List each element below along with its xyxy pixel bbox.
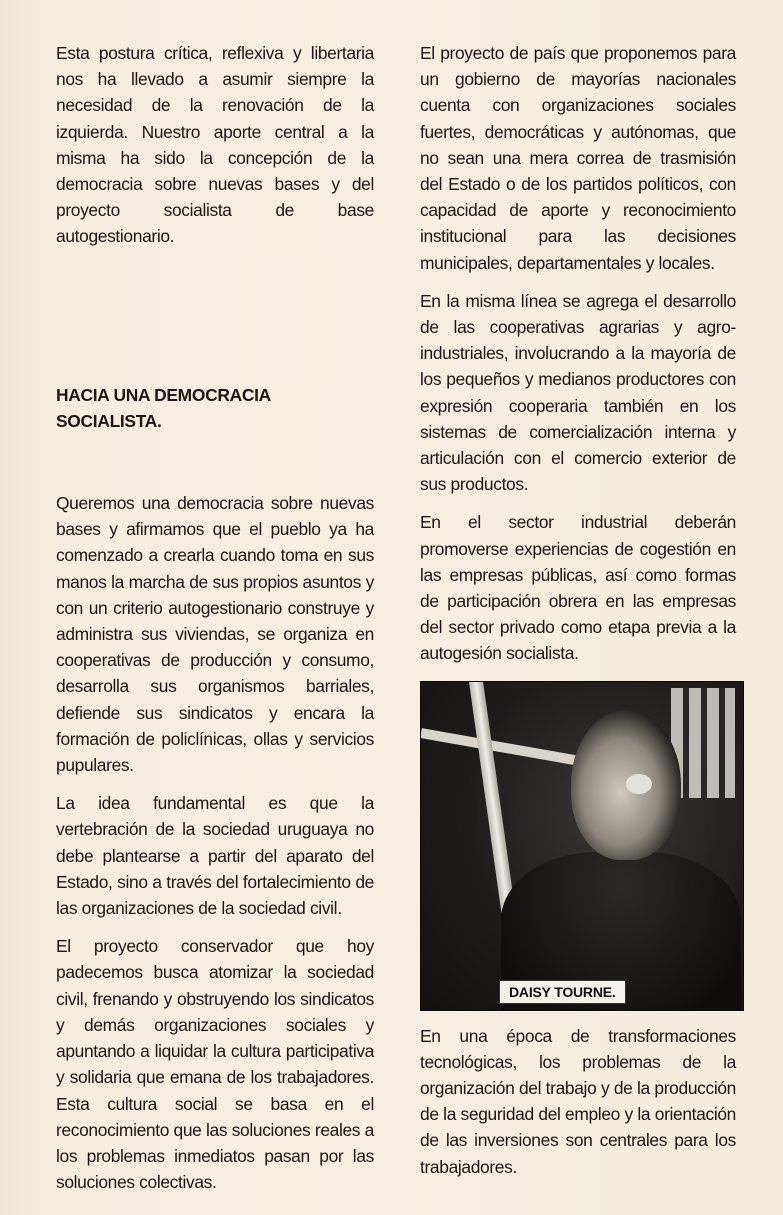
microphone-icon [626,774,652,794]
right-paragraph-1: El proyecto de país que proponemos para un gobierno de mayorías nacionales cuenta con organizaciones sociales fuertes, democráticas y autónomas, que no sean una mera correa de trasmisión del Estado o de los partidos políticos, con capacidad de aporte y reconocimiento institucional para las decisiones municipales, departamentales y locales. [420,43,736,273]
left-paragraph-3: La idea fundamental es que la vertebración de la sociedad uruguaya no debe plantearse a partir del aparato del Estado, sino a través del fortalecimiento de las organizaciones de la sociedad civil. [56,793,374,919]
spacer [56,434,374,490]
section-heading: HACIA UNA DEMOCRACIA SOCIALISTA. [56,384,271,431]
left-paragraph-1: Esta postura crítica, reflexiva y libertaria nos ha llevado a asumir siempre la necesidad de la renovación de la izquierda. Nuestro aporte central a la misma ha sido la concepción de la democracia sobre nuevas bases y del proyecto socialista de base autogestionario. [56,43,374,247]
spacer [56,262,374,382]
left-paragraph-2: Queremos una democracia sobre nuevas bases y afirmamos que el pueblo ya ha comenzado a crearla cuando toma en sus manos la marcha de sus propios asuntos y con un criterio autogestionario construye y administra sus viviendas, se organiza en cooperativas de producción y consumo, desarrolla sus organismos barriales, defiende sus sindicatos y encara la formación de policlínicas, ollas y servicios pupulares. [56,493,374,776]
speaker-photo [420,681,744,1011]
right-column [420,40,736,1192]
left-paragraph-4: El proyecto conservador que hoy padecemos busca atomizar la sociedad civil, frenando y obstruyendo los sindicatos y demás organizaciones sociales y apuntando a liquidar la cultura participativa y solidaria que emana de los trabajadores. Esta cultura social se basa en el reconocimiento que las soluciones reales a los problemas inmediatos pasan por las soluciones colectivas. [56,936,374,1193]
right-paragraph-2: En la misma línea se agrega el desarrollo de las cooperativas agrarias y agro-industriales, involucrando a la mayoría de los pequeños y medianos productores con expresión cooperaria también en los sistemas de comercialización interna y articulación con el comercio exterior de sus productos. [420,290,736,495]
photo-caption: DAISY TOURNE. [499,980,626,1004]
left-column [56,40,374,1207]
right-paragraph-4: En una época de transformaciones tecnológicas, los problemas de la organización del trabajo y de la producción de la seguridad del empleo y la orientación de las inversiones son centrales para los trabajadores. [420,1025,736,1177]
right-paragraph-3: En el sector industrial deberán promoverse experiencias de cogestión en las empresas públicas, así como formas de participación obrera en las empresas del sector privado como etapa previa a la autogesión socialista. [420,512,736,664]
